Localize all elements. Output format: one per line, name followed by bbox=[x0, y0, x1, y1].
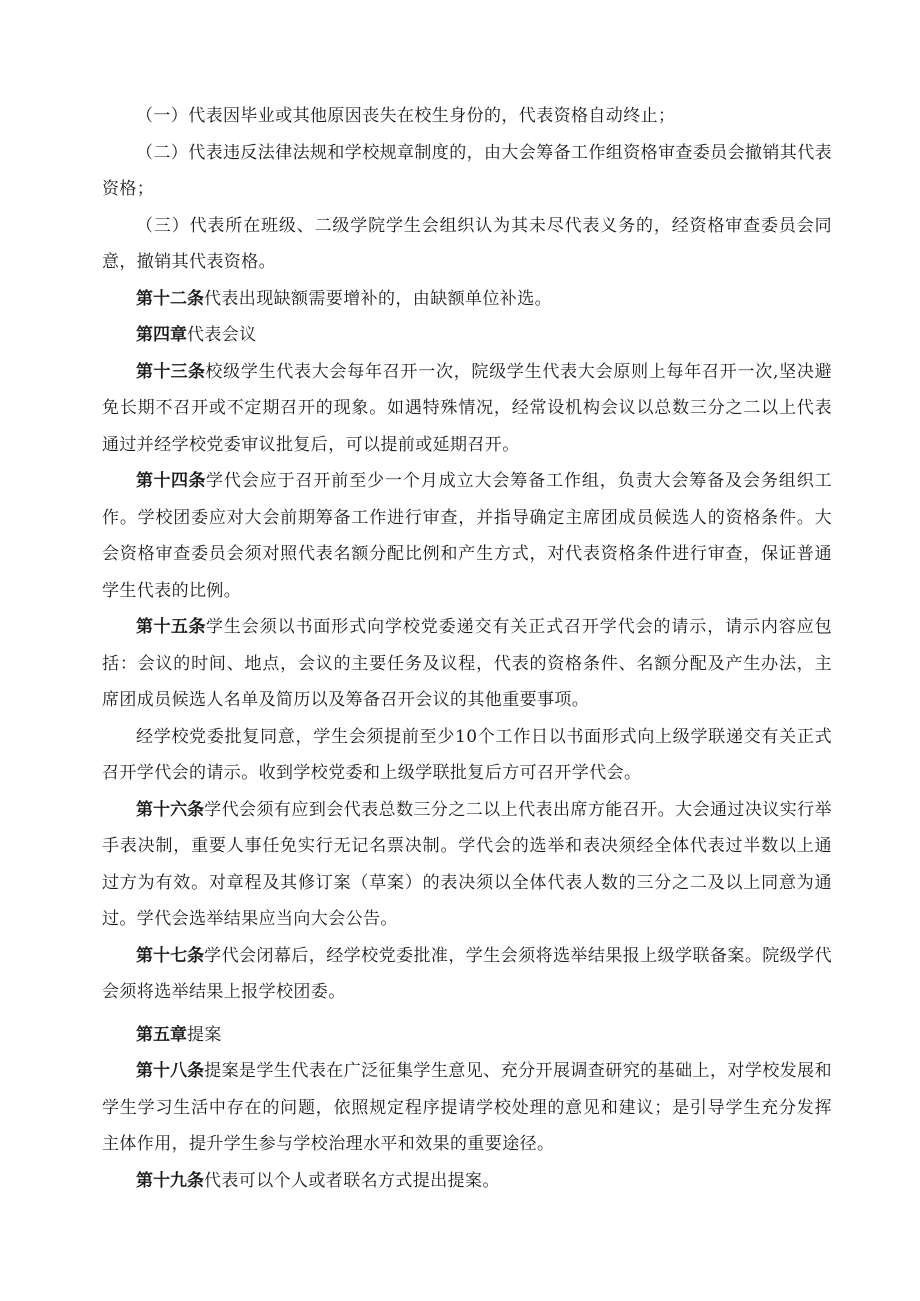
article-12-number: 第十二条 bbox=[136, 288, 204, 309]
article-16 bbox=[102, 792, 832, 938]
article-13 bbox=[102, 354, 832, 464]
chapter-5-heading bbox=[102, 1017, 832, 1054]
clause-1 bbox=[102, 98, 832, 135]
article-14-number: 第十四条 bbox=[136, 471, 206, 491]
chapter-5-title: 提案 bbox=[187, 1024, 222, 1045]
article-17-number: 第十七条 bbox=[136, 945, 205, 966]
article-12-text: 代表出现缺额需要增补的，由缺额单位补选。 bbox=[204, 288, 552, 309]
article-18-number: 第十八条 bbox=[136, 1061, 205, 1081]
article-16-number: 第十六条 bbox=[136, 799, 205, 820]
document-body bbox=[102, 98, 832, 1199]
article-18 bbox=[102, 1053, 832, 1163]
article-15-number: 第十五条 bbox=[136, 617, 206, 637]
article-15 bbox=[102, 609, 832, 719]
article-15-text: 学生会须以书面形式向学校党委递交有关正式召开学代会的请示，请示内容应包括：会议的时间、地点，会议的主要任务及议程，代表的资格条件、名额分配及产生办法，主席团成员候选人名单及简历以及筹备召开会议的其他重要事项。 bbox=[102, 617, 832, 710]
article-17 bbox=[102, 938, 832, 1011]
article-18-text: 提案是学生代表在广泛征集学生意见、充分开展调查研究的基础上，对学校发展和学生学习生活中存在的问题，依照规定程序提请学校处理的意见和建议；是引导学生充分发挥主体作用，提升学生参与学校治理水平和效果的重要途径。 bbox=[102, 1061, 833, 1154]
chapter-4-title: 代表会议 bbox=[187, 325, 257, 345]
clause-3-text: （三）代表所在班级、二级学院学生会组织认为其未尽代表义务的，经资格审查委员会同意，撤销其代表资格。 bbox=[102, 215, 832, 272]
article-19-number: 第十九条 bbox=[136, 1170, 204, 1191]
article-14-text: 学代会应于召开前至少一个月成立大会筹备工作组，负责大会筹备及会务组织工作。学校团委应对大会前期筹备工作进行审查，并指导确定主席团成员候选人的资格条件。大会资格审查委员会须对照代表名额分配比例和产生方式，对代表资格条件进行审查，保证普通学生代表的比例。 bbox=[102, 471, 832, 601]
article-15-continuation bbox=[102, 719, 832, 792]
article-16-text: 学代会须有应到会代表总数三分之二以上代表出席方能召开。大会通过决议实行举手表决制，重要人事任免实行无记名票决制。学代会的选举和表决须经全体代表过半数以上通过方为有效。对章程及其修订案（草案）的表决须以全体代表人数的三分之二及以上同意为通过。学代会选举结果应当向大会公告。 bbox=[102, 799, 833, 929]
article-13-text: 校级学生代表大会每年召开一次，院级学生代表大会原则上每年召开一次,坚决避免长期不召开或不定期召开的现象。如遇特殊情况，经常设机构会议以总数三分之二以上代表通过并经学校党委审议批复后，可以提前或延期召开。 bbox=[102, 361, 832, 455]
clause-2-text: （二）代表违反法律法规和学校规章制度的，由大会筹备工作组资格审查委员会撤销其代表资格； bbox=[102, 142, 832, 199]
chapter-4-heading bbox=[102, 317, 832, 354]
chapter-5-number: 第五章 bbox=[136, 1024, 187, 1045]
article-12 bbox=[102, 281, 832, 318]
article-19-text: 代表可以个人或者联名方式提出提案。 bbox=[204, 1170, 500, 1191]
chapter-4-number: 第四章 bbox=[136, 325, 187, 345]
article-17-text: 学代会闭幕后，经学校党委批准，学生会须将选举结果报上级学联备案。院级学代会须将选举结果上报学校团委。 bbox=[102, 945, 833, 1002]
clause-2 bbox=[102, 135, 832, 208]
article-15-continuation-text: 经学校党委批复同意，学生会须提前至少10个工作日以书面形式向上级学联递交有关正式召开学代会的请示。收到学校党委和上级学联批复后方可召开学代会。 bbox=[102, 726, 832, 783]
clause-1-text: （一）代表因毕业或其他原因丧失在校生身份的，代表资格自动终止； bbox=[136, 106, 676, 126]
article-14 bbox=[102, 463, 832, 609]
article-13-number: 第十三条 bbox=[136, 361, 206, 382]
clause-3 bbox=[102, 208, 832, 281]
article-19 bbox=[102, 1163, 832, 1200]
